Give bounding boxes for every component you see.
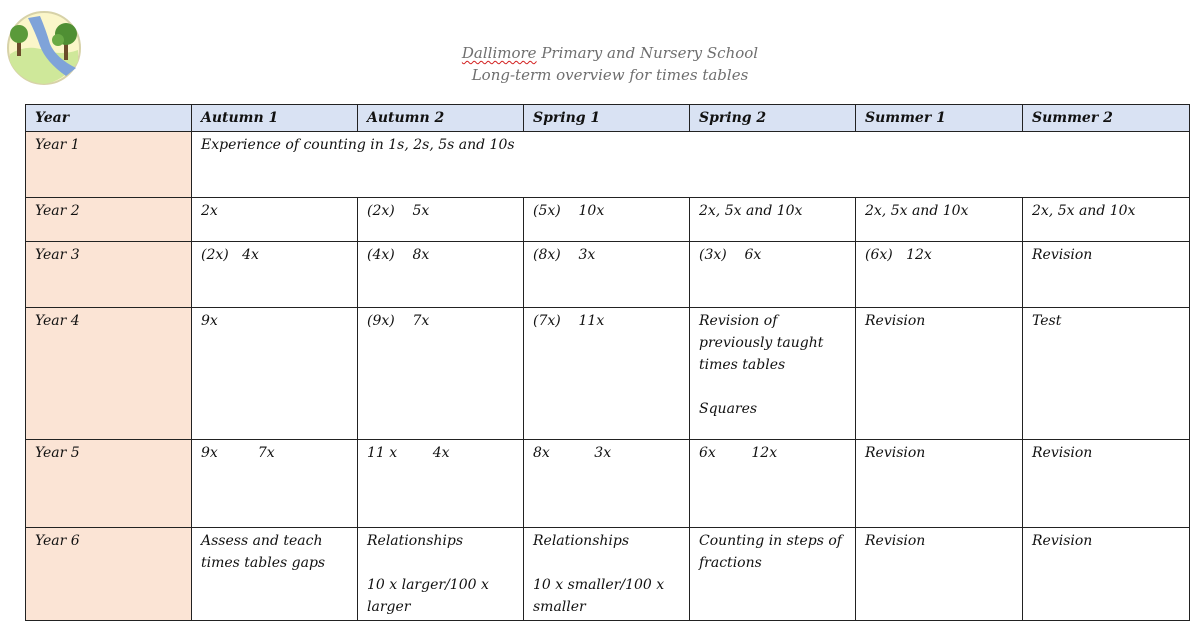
school-logo bbox=[6, 10, 82, 86]
table-cell: 9x 7x bbox=[192, 440, 358, 528]
table-cell: Revision bbox=[1023, 440, 1190, 528]
table-cell: Revision bbox=[856, 440, 1023, 528]
row-header-year-2: Year 2 bbox=[26, 198, 192, 242]
table-cell: 2x bbox=[192, 198, 358, 242]
row-header-year-5: Year 5 bbox=[26, 440, 192, 528]
table-cell: 2x, 5x and 10x bbox=[856, 198, 1023, 242]
table-row bbox=[26, 132, 1190, 198]
table-cell: (2x) 4x bbox=[192, 242, 358, 308]
table-cell: 9x bbox=[192, 308, 358, 440]
column-header-autumn-1: Autumn 1 bbox=[192, 105, 358, 132]
table-cell: Revision bbox=[856, 528, 1023, 621]
table-cell: Test bbox=[1023, 308, 1190, 440]
table-cell: (7x) 11x bbox=[524, 308, 690, 440]
table-cell: Relationships 10 x smaller/100 x smaller bbox=[524, 528, 690, 621]
column-header-summer-2: Summer 2 bbox=[1023, 105, 1190, 132]
table-cell: Revision bbox=[856, 308, 1023, 440]
column-header-spring-2: Spring 2 bbox=[690, 105, 856, 132]
table-cell: (8x) 3x bbox=[524, 242, 690, 308]
times-tables-overview-table bbox=[25, 104, 1190, 621]
column-header-autumn-2: Autumn 2 bbox=[358, 105, 524, 132]
table-cell: Revision bbox=[1023, 242, 1190, 308]
column-header-summer-1: Summer 1 bbox=[856, 105, 1023, 132]
school-name-flagged-word: Dallimore bbox=[461, 44, 537, 62]
table-cell: (2x) 5x bbox=[358, 198, 524, 242]
row-header-year-1: Year 1 bbox=[26, 132, 192, 198]
table-cell: Revision bbox=[1023, 528, 1190, 621]
row-header-year-3: Year 3 bbox=[26, 242, 192, 308]
table-cell: Assess and teach times tables gaps bbox=[192, 528, 358, 621]
table-cell: (3x) 6x bbox=[690, 242, 856, 308]
column-header-year: Year bbox=[26, 105, 192, 132]
table-row bbox=[26, 242, 1190, 308]
table-row bbox=[26, 528, 1190, 621]
school-name-rest: Primary and Nursery School bbox=[536, 44, 759, 62]
table-cell: (9x) 7x bbox=[358, 308, 524, 440]
school-name-heading bbox=[300, 44, 920, 62]
table-header-row bbox=[26, 105, 1190, 132]
table-row bbox=[26, 440, 1190, 528]
table-cell: Relationships 10 x larger/100 x larger bbox=[358, 528, 524, 621]
table-cell: 8x 3x bbox=[524, 440, 690, 528]
column-header-spring-1: Spring 1 bbox=[524, 105, 690, 132]
row-header-year-4: Year 4 bbox=[26, 308, 192, 440]
table-row bbox=[26, 198, 1190, 242]
table-row bbox=[26, 308, 1190, 440]
table-cell: Revision of previously taught times tables Squares bbox=[690, 308, 856, 440]
school-logo-trees-river-icon bbox=[6, 10, 82, 86]
row-header-year-6: Year 6 bbox=[26, 528, 192, 621]
table-cell: 2x, 5x and 10x bbox=[690, 198, 856, 242]
table-cell: (4x) 8x bbox=[358, 242, 524, 308]
table-cell: 2x, 5x and 10x bbox=[1023, 198, 1190, 242]
table-cell: (6x) 12x bbox=[856, 242, 1023, 308]
table-cell: (5x) 10x bbox=[524, 198, 690, 242]
table-cell: 6x 12x bbox=[690, 440, 856, 528]
table-cell: Counting in steps of fractions bbox=[690, 528, 856, 621]
year-1-all-terms-cell: Experience of counting in 1s, 2s, 5s and 10s bbox=[192, 132, 1190, 198]
table-cell: 11 x 4x bbox=[358, 440, 524, 528]
overview-subtitle: Long-term overview for times tables bbox=[471, 66, 749, 84]
